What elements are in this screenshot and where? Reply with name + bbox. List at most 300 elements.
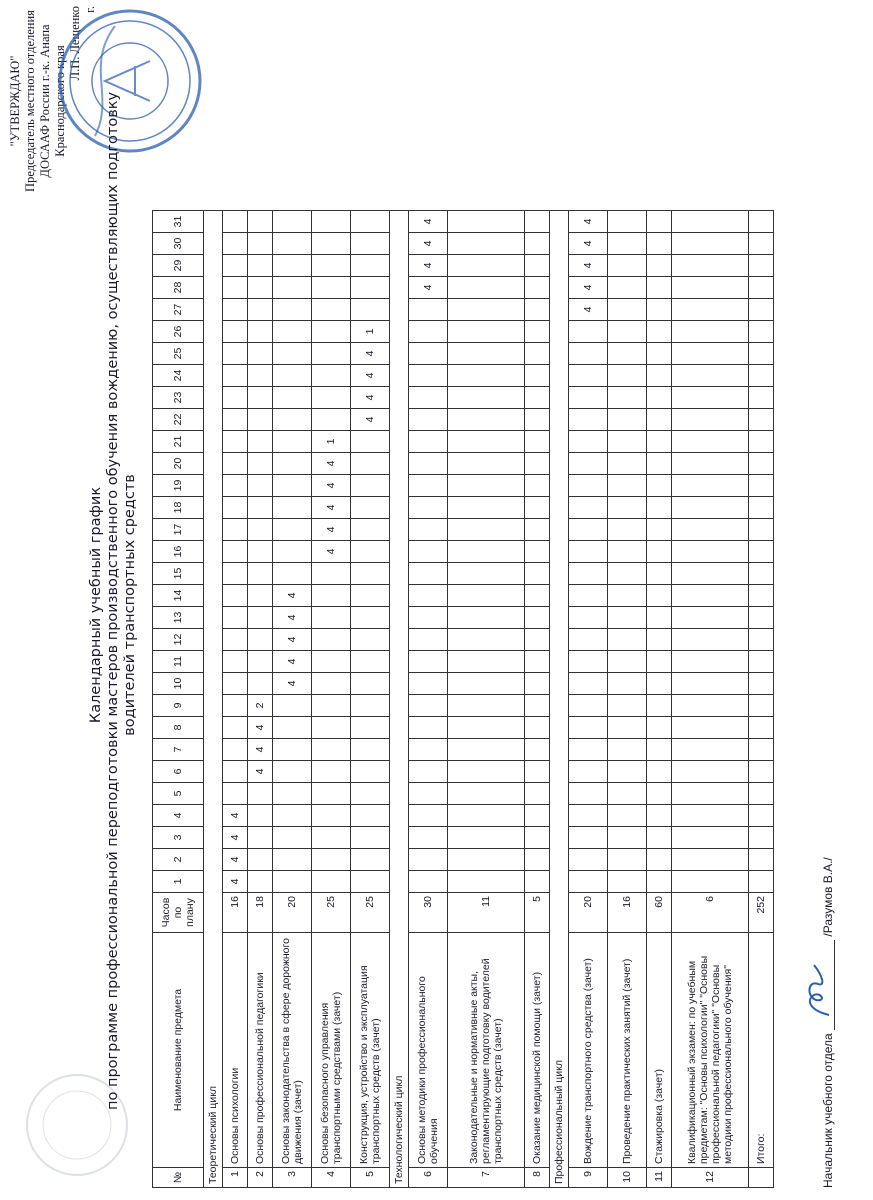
week-cell	[248, 299, 273, 321]
week-cell	[223, 673, 248, 695]
week-cell	[351, 673, 390, 695]
week-cell	[525, 343, 550, 365]
week-cell: 4	[351, 387, 390, 409]
week-cell	[273, 849, 312, 871]
week-cell	[525, 431, 550, 453]
week-cell	[647, 497, 672, 519]
week-cell	[569, 409, 608, 431]
week-cell	[448, 827, 525, 849]
week-cell	[409, 343, 448, 365]
week-cell	[273, 299, 312, 321]
week-cell	[248, 255, 273, 277]
week-cell	[647, 519, 672, 541]
week-cell	[312, 849, 351, 871]
week-cell	[273, 409, 312, 431]
week-cell	[672, 211, 749, 233]
week-cell: 4	[223, 805, 248, 827]
week-cell	[569, 673, 608, 695]
week-cell	[647, 783, 672, 805]
subject-name: Вождение транспортного средства (зачет)	[569, 933, 608, 1168]
week-cell	[223, 739, 248, 761]
week-cell	[569, 783, 608, 805]
week-cell: 4	[312, 519, 351, 541]
week-cell	[749, 607, 774, 629]
week-cell	[672, 629, 749, 651]
week-cell	[312, 563, 351, 585]
week-cell	[749, 585, 774, 607]
week-cell	[448, 673, 525, 695]
week-cell	[749, 739, 774, 761]
table-row	[273, 211, 312, 1188]
week-cell	[525, 475, 550, 497]
header-planned-hours: Часов по плану	[153, 893, 204, 933]
week-cell	[569, 343, 608, 365]
subject-name: Конструкция, устройство и эксплуатация транспортных средств (зачет)	[351, 933, 390, 1168]
week-cell	[312, 827, 351, 849]
week-cell	[448, 321, 525, 343]
week-cell	[312, 211, 351, 233]
week-cell	[409, 365, 448, 387]
week-cell	[273, 497, 312, 519]
week-cell	[608, 211, 647, 233]
week-cell	[223, 563, 248, 585]
week-cell	[448, 519, 525, 541]
week-cell	[749, 563, 774, 585]
week-cell	[248, 233, 273, 255]
week-cell	[525, 805, 550, 827]
week-cell	[525, 453, 550, 475]
week-cell	[525, 717, 550, 739]
week-cell: 4	[569, 211, 608, 233]
week-cell	[672, 563, 749, 585]
week-cell	[409, 475, 448, 497]
week-cell	[351, 827, 390, 849]
week-cell	[525, 387, 550, 409]
table-row	[351, 211, 390, 1188]
week-cell	[749, 761, 774, 783]
week-cell	[351, 695, 390, 717]
week-cell	[749, 211, 774, 233]
week-cell	[448, 629, 525, 651]
week-header-19: 19	[153, 475, 204, 497]
week-cell	[448, 585, 525, 607]
week-cell	[749, 651, 774, 673]
week-cell	[749, 343, 774, 365]
week-cell	[749, 871, 774, 893]
week-cell	[409, 541, 448, 563]
title-line-1: Календарный учебный график	[88, 486, 104, 724]
footer-signer: /Разумов В.А./	[821, 857, 835, 937]
week-cell: 4	[351, 409, 390, 431]
week-cell	[525, 321, 550, 343]
week-cell	[672, 761, 749, 783]
planned-hours: 25	[312, 893, 351, 933]
title-line-3: водителей транспортных средств	[122, 474, 138, 736]
week-cell	[312, 629, 351, 651]
week-cell	[223, 387, 248, 409]
week-cell	[223, 497, 248, 519]
week-cell	[647, 673, 672, 695]
week-cell	[647, 563, 672, 585]
week-cell	[273, 739, 312, 761]
week-cell	[608, 453, 647, 475]
planned-hours: 11	[448, 893, 525, 933]
planned-hours: 20	[273, 893, 312, 933]
week-cell	[223, 233, 248, 255]
week-cell: 4	[351, 365, 390, 387]
week-cell	[248, 629, 273, 651]
approval-line-2: ДОСААФ России г.-к. Анапа	[38, 24, 52, 178]
week-cell	[608, 805, 647, 827]
week-cell	[525, 849, 550, 871]
week-cell: 4	[248, 761, 273, 783]
week-cell	[647, 343, 672, 365]
week-cell	[608, 563, 647, 585]
week-cell	[273, 211, 312, 233]
week-header-13: 13	[153, 607, 204, 629]
week-cell	[248, 563, 273, 585]
week-cell: 4	[273, 651, 312, 673]
week-cell	[525, 409, 550, 431]
week-cell: 4	[312, 475, 351, 497]
week-cell	[273, 563, 312, 585]
week-cell	[608, 409, 647, 431]
week-cell	[647, 475, 672, 497]
week-cell	[749, 849, 774, 871]
week-cell	[569, 629, 608, 651]
week-header-24: 24	[153, 365, 204, 387]
week-cell	[647, 739, 672, 761]
week-cell	[273, 233, 312, 255]
planned-hours: 252	[749, 893, 774, 933]
week-cell	[647, 365, 672, 387]
week-cell	[312, 717, 351, 739]
week-cell	[647, 607, 672, 629]
week-cell	[525, 497, 550, 519]
week-cell	[312, 299, 351, 321]
week-cell	[223, 717, 248, 739]
week-cell	[273, 761, 312, 783]
week-cell	[608, 299, 647, 321]
week-cell	[672, 673, 749, 695]
week-cell	[223, 453, 248, 475]
week-cell	[569, 475, 608, 497]
week-cell: 1	[312, 431, 351, 453]
week-header-16: 16	[153, 541, 204, 563]
planned-hours: 18	[248, 893, 273, 933]
week-cell	[749, 299, 774, 321]
week-cell	[672, 431, 749, 453]
section-title: Теоретический цикл	[204, 211, 223, 1188]
week-header-1: 1	[153, 871, 204, 893]
row-number: 11	[647, 1168, 672, 1188]
week-cell	[351, 431, 390, 453]
week-cell	[749, 321, 774, 343]
week-cell	[672, 343, 749, 365]
week-cell	[248, 387, 273, 409]
week-cell	[647, 299, 672, 321]
week-cell	[672, 475, 749, 497]
week-cell	[409, 827, 448, 849]
week-cell	[672, 453, 749, 475]
week-cell	[749, 695, 774, 717]
week-cell	[223, 409, 248, 431]
week-cell	[312, 365, 351, 387]
week-cell	[448, 277, 525, 299]
week-cell	[672, 299, 749, 321]
week-cell	[608, 673, 647, 695]
week-cell	[248, 475, 273, 497]
table-row	[672, 211, 749, 1188]
week-cell	[647, 827, 672, 849]
week-cell	[223, 431, 248, 453]
week-cell	[248, 651, 273, 673]
week-cell	[248, 805, 273, 827]
week-cell	[351, 277, 390, 299]
week-cell	[448, 387, 525, 409]
subject-name: Оказание медицинской помощи (зачет)	[525, 933, 550, 1168]
week-cell	[647, 211, 672, 233]
week-cell	[448, 453, 525, 475]
week-cell	[312, 739, 351, 761]
week-cell: 4	[248, 717, 273, 739]
week-cell	[525, 827, 550, 849]
week-cell	[273, 783, 312, 805]
week-cell	[525, 761, 550, 783]
table-row	[525, 211, 550, 1188]
week-cell	[409, 387, 448, 409]
week-cell	[312, 607, 351, 629]
week-cell	[448, 475, 525, 497]
week-cell	[273, 519, 312, 541]
week-cell	[608, 431, 647, 453]
week-cell	[273, 695, 312, 717]
week-cell	[312, 233, 351, 255]
week-cell	[672, 519, 749, 541]
week-cell	[248, 673, 273, 695]
week-cell	[448, 717, 525, 739]
week-cell: 2	[248, 695, 273, 717]
approval-title: "УТВЕРЖДАЮ"	[8, 55, 22, 147]
week-cell	[223, 365, 248, 387]
week-cell	[223, 475, 248, 497]
week-cell	[351, 585, 390, 607]
week-cell	[312, 387, 351, 409]
week-cell	[569, 717, 608, 739]
approval-line-3: Краснодарского края	[53, 45, 67, 157]
week-cell	[647, 255, 672, 277]
week-cell	[525, 739, 550, 761]
week-cell	[351, 871, 390, 893]
week-cell	[749, 453, 774, 475]
week-cell	[351, 717, 390, 739]
week-cell	[525, 673, 550, 695]
week-cell: 4	[351, 343, 390, 365]
week-cell	[448, 695, 525, 717]
week-cell	[409, 585, 448, 607]
subject-name: Основы психологии	[223, 933, 248, 1168]
subject-name: Основы методики профессионального обучения	[409, 933, 448, 1168]
week-cell	[525, 563, 550, 585]
week-cell	[248, 519, 273, 541]
week-cell	[248, 497, 273, 519]
week-cell	[749, 783, 774, 805]
week-cell	[749, 673, 774, 695]
week-cell	[525, 783, 550, 805]
week-cell	[569, 387, 608, 409]
week-cell	[569, 563, 608, 585]
week-cell	[749, 827, 774, 849]
week-cell	[409, 717, 448, 739]
week-cell	[569, 607, 608, 629]
week-cell	[608, 739, 647, 761]
week-cell	[312, 783, 351, 805]
week-cell	[351, 739, 390, 761]
week-cell	[749, 255, 774, 277]
week-cell	[409, 299, 448, 321]
week-cell	[647, 871, 672, 893]
week-cell	[223, 629, 248, 651]
week-header-30: 30	[153, 233, 204, 255]
subject-name: Итого:	[749, 933, 774, 1168]
week-cell	[647, 541, 672, 563]
week-cell	[351, 651, 390, 673]
week-cell	[672, 277, 749, 299]
week-cell	[248, 321, 273, 343]
week-cell	[409, 695, 448, 717]
week-cell	[273, 805, 312, 827]
week-cell	[448, 783, 525, 805]
week-cell	[273, 321, 312, 343]
week-cell: 4	[409, 255, 448, 277]
week-cell	[525, 211, 550, 233]
week-cell	[672, 805, 749, 827]
week-cell	[312, 805, 351, 827]
week-cell	[525, 585, 550, 607]
week-cell	[525, 695, 550, 717]
week-cell	[351, 783, 390, 805]
week-cell: 4	[273, 585, 312, 607]
week-cell	[749, 233, 774, 255]
week-header-26: 26	[153, 321, 204, 343]
week-cell	[351, 519, 390, 541]
week-cell	[569, 365, 608, 387]
week-cell	[409, 453, 448, 475]
week-cell	[672, 607, 749, 629]
week-cell	[312, 321, 351, 343]
week-cell	[672, 783, 749, 805]
week-cell	[409, 761, 448, 783]
week-cell	[223, 255, 248, 277]
week-cell	[351, 849, 390, 871]
week-cell: 4	[569, 233, 608, 255]
week-cell	[672, 849, 749, 871]
schedule-table	[152, 210, 774, 1188]
week-cell	[448, 563, 525, 585]
row-number: 12	[672, 1168, 749, 1188]
week-cell	[448, 739, 525, 761]
week-cell	[351, 629, 390, 651]
week-cell	[569, 497, 608, 519]
week-cell	[672, 387, 749, 409]
week-cell	[312, 651, 351, 673]
week-cell	[525, 233, 550, 255]
week-cell	[409, 321, 448, 343]
week-cell	[608, 541, 647, 563]
week-cell	[608, 849, 647, 871]
week-cell	[647, 761, 672, 783]
week-cell	[448, 255, 525, 277]
week-cell	[223, 585, 248, 607]
row-number: 4	[312, 1168, 351, 1188]
week-cell: 4	[273, 607, 312, 629]
header-number: №	[153, 1168, 204, 1188]
planned-hours: 16	[608, 893, 647, 933]
week-cell	[672, 871, 749, 893]
week-cell	[351, 541, 390, 563]
week-header-22: 22	[153, 409, 204, 431]
section-row	[204, 211, 223, 1188]
week-cell	[248, 453, 273, 475]
week-cell	[248, 849, 273, 871]
week-cell	[525, 299, 550, 321]
week-cell	[409, 629, 448, 651]
week-cell	[312, 277, 351, 299]
planned-hours: 5	[525, 893, 550, 933]
week-cell	[525, 277, 550, 299]
week-cell	[223, 783, 248, 805]
week-cell	[223, 321, 248, 343]
week-cell: 4	[569, 299, 608, 321]
week-cell	[672, 695, 749, 717]
header-subject-name: Наименование предмета	[153, 933, 204, 1168]
week-cell	[672, 321, 749, 343]
week-header-15: 15	[153, 563, 204, 585]
week-header-9: 9	[153, 695, 204, 717]
section-title: Профессиональный цикл	[550, 211, 569, 1188]
week-cell	[351, 497, 390, 519]
week-cell	[608, 321, 647, 343]
week-cell	[608, 233, 647, 255]
week-cell	[273, 717, 312, 739]
week-cell	[672, 365, 749, 387]
week-cell	[312, 255, 351, 277]
subject-name: Квалификационный экзамен: по учебным предметам: "Основы психологии" "Основы профессиональной педагогики" "Основы методики профессионального обучения"	[672, 933, 749, 1168]
week-cell	[608, 343, 647, 365]
week-cell	[569, 541, 608, 563]
week-cell	[223, 519, 248, 541]
week-cell	[749, 717, 774, 739]
week-cell	[409, 673, 448, 695]
week-cell	[672, 585, 749, 607]
week-cell	[647, 277, 672, 299]
week-cell	[749, 805, 774, 827]
week-cell	[312, 695, 351, 717]
week-cell	[672, 497, 749, 519]
table-row	[569, 211, 608, 1188]
row-number: 9	[569, 1168, 608, 1188]
week-header-29: 29	[153, 255, 204, 277]
row-number: 7	[448, 1168, 525, 1188]
week-cell: 4	[569, 255, 608, 277]
week-cell	[608, 277, 647, 299]
document-title	[88, 91, 139, 1110]
week-cell	[273, 475, 312, 497]
week-cell	[248, 827, 273, 849]
week-cell	[351, 761, 390, 783]
week-header-31: 31	[153, 211, 204, 233]
week-header-20: 20	[153, 453, 204, 475]
